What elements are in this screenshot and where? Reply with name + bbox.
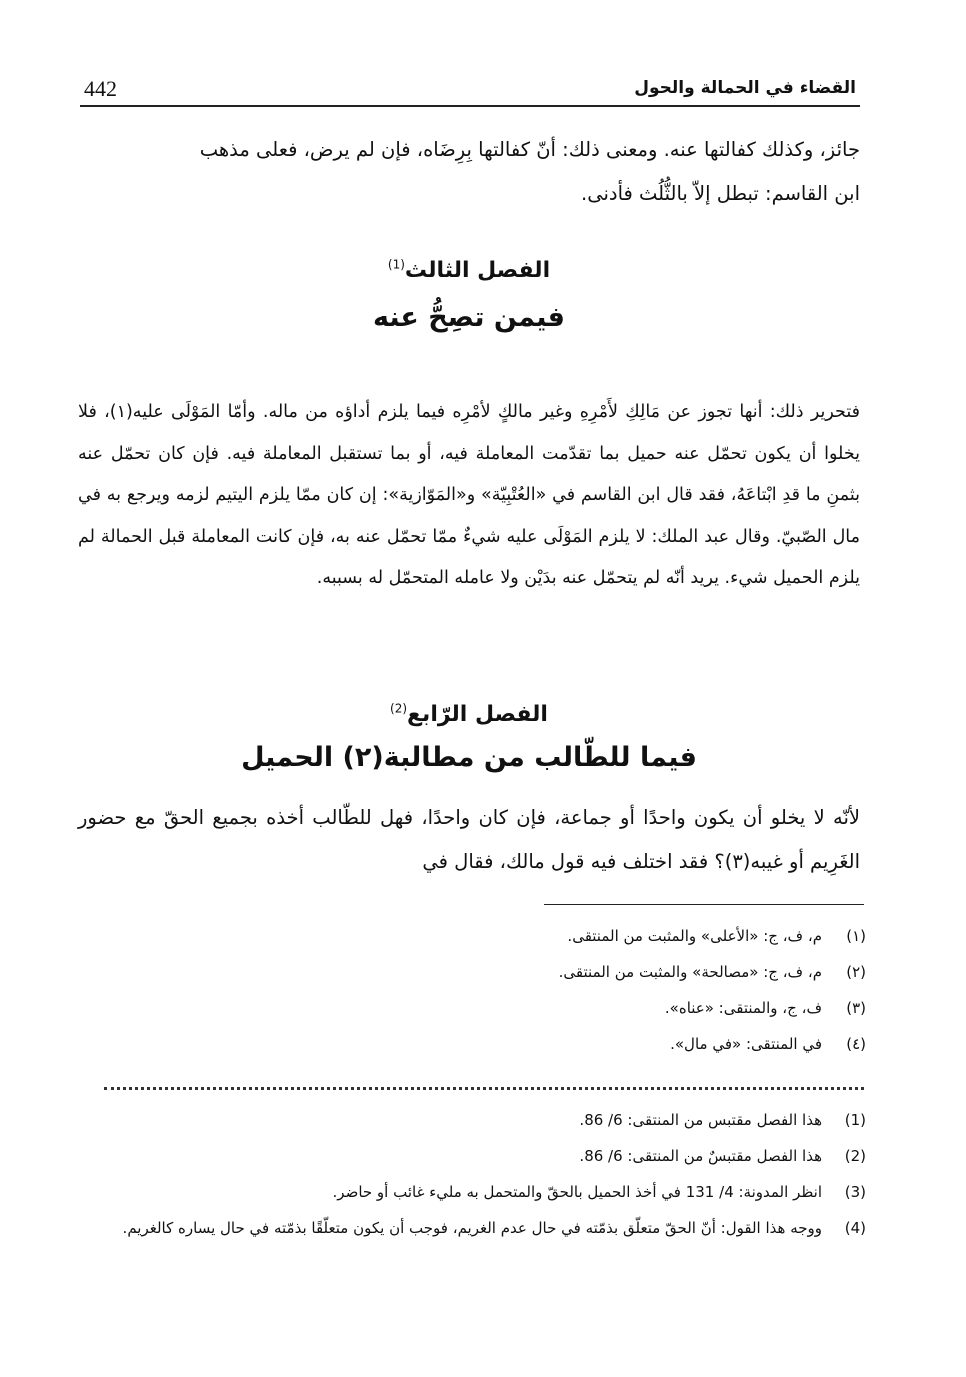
section-4-subheading: فيما للطّالب من مطالبة(٢) الحميل bbox=[241, 742, 697, 773]
footnote-item bbox=[106, 922, 866, 951]
section-3-title: الفصل الثالث bbox=[404, 258, 551, 283]
section-4-body: لأنّه لا يخلو أن يكون واحدًا أو جماعة، فإن كان واحدًا، فهل للطّالب أخذه بجميع الحقّ مع حضور الغَرِيم أو غيبه(٣)؟ فقد اختلف فيه قول مالك، فقال في bbox=[78, 806, 860, 873]
footnote-number: (٣) bbox=[846, 999, 866, 1017]
footnote-number: (4) bbox=[844, 1219, 866, 1237]
footnote-item bbox=[106, 1142, 866, 1171]
intro-line-2: ابن القاسم: تبطل إلاّ بالثُّلُث فأدنى. bbox=[581, 182, 860, 205]
section-4-note-ref: (2) bbox=[390, 701, 408, 716]
footnote-rule bbox=[544, 904, 864, 905]
intro-line-1: جائز، وكذلك كفالتها عنه. ومعنى ذلك: أنّ كفالتها بِرِضَاه، فإن لم يرض، فعلى مذهب bbox=[199, 138, 860, 161]
footnote-text: انظر المدونة: 4/ 131 في أخذ الحميل بالحقّ والمتحمل به مليء غائب أو حاضر. bbox=[332, 1183, 822, 1201]
footnote-number: (1) bbox=[844, 1111, 866, 1129]
footnote-text: هذا الفصل مقتبس من المنتقى: 6/ 86. bbox=[579, 1111, 822, 1129]
header-rule bbox=[80, 105, 860, 107]
intro-paragraph bbox=[78, 128, 860, 216]
manuscript-footnotes bbox=[106, 922, 866, 1066]
footnote-text: م، ف، ج: «مصالحة» والمثبت من المنتقى. bbox=[558, 963, 822, 981]
footnote-item bbox=[106, 1214, 866, 1243]
footnote-item bbox=[106, 994, 866, 1023]
editor-footnotes bbox=[106, 1106, 866, 1250]
section-3-heading bbox=[78, 258, 860, 283]
footnote-text: ف، ج، والمنتقى: «عناه». bbox=[664, 999, 822, 1017]
section-3-body: فتحرير ذلك: أنها تجوز عن مَالِكِ لأَمْرِهِ وغير مالكٍ لأمْرِه فيما يلزم أداؤه من ماله. وأمّا المَوْلَى عليه(١)، فلا يخلوا أن يكون تحمّل عنه حميل بما تقدّمت المعاملة فيه، أو بما تستقبل المعاملة فيه. فإن كان تحمّل عنه بثمنِ ما قدِ ابْتاعَهُ، فقد قال ابن القاسم في «العُتْبِيّة» و«المَوّازية»: إن كان ممّا يلزم اليتيم لزمه ويرجع به في مال الصّبيّ. وقال عبد الملك: لا يلزم المَوْلَى عليه شيءٌ ممّا تحمّل عنه به، فإن كانت المعاملة قبل الحمالة لم يلزم الحميل شيء. يريد أنّه لم يتحمّل عنه بدَيْن ولا عامله المتحمّل له بسببه. bbox=[78, 402, 860, 588]
footnote-text: هذا الفصل مقتبسٌ من المنتقى: 6/ 86. bbox=[579, 1147, 822, 1165]
footnote-text: ووجه هذا القول: أنّ الحقّ متعلّق بذمّته في حال عدم الغريم، فوجب أن يكون متعلّقًا بذمّته في حال يساره كالغريم. bbox=[122, 1219, 822, 1237]
section-4-title: الفصل الرّابع bbox=[407, 702, 548, 727]
footnote-item bbox=[106, 958, 866, 987]
footnote-number: (2) bbox=[844, 1147, 866, 1165]
footnote-text: م، ف، ج: «الأعلى» والمثبت من المنتقى. bbox=[567, 927, 822, 945]
footnote-item bbox=[106, 1106, 866, 1135]
section-3-note-ref: (1) bbox=[387, 257, 405, 272]
running-title: القضاء في الحمالة والحول bbox=[634, 78, 856, 98]
dotted-separator bbox=[104, 1087, 864, 1090]
footnote-number: (١) bbox=[846, 927, 866, 945]
page-number: 442 bbox=[84, 76, 117, 101]
footnote-item bbox=[106, 1030, 866, 1059]
footnote-number: (٢) bbox=[846, 963, 866, 981]
footnote-text: في المنتقى: «في مال». bbox=[670, 1035, 822, 1053]
section-3-subheading: فيمن تصِحُّ عنه bbox=[373, 302, 565, 333]
page-header bbox=[80, 70, 860, 106]
section-4-heading bbox=[78, 702, 860, 727]
footnote-number: (٤) bbox=[846, 1035, 866, 1053]
footnote-number: (3) bbox=[844, 1183, 866, 1201]
footnote-item bbox=[106, 1178, 866, 1207]
